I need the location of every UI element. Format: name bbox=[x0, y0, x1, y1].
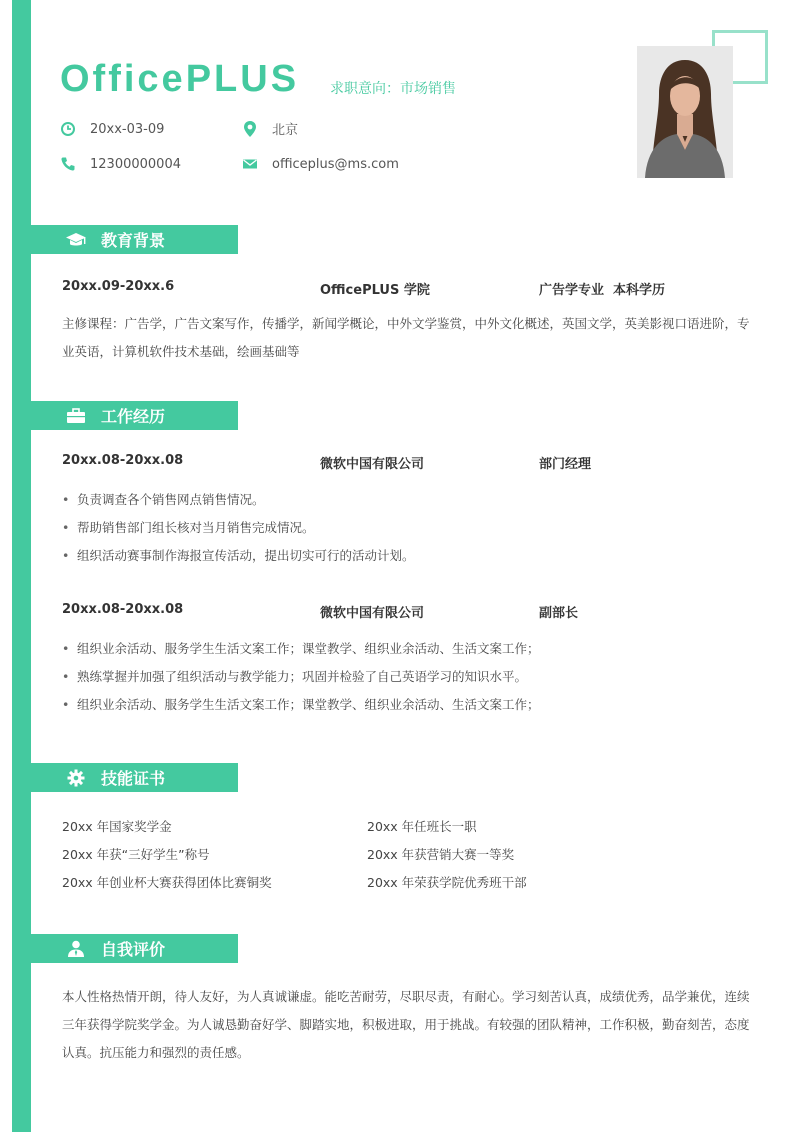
phone bbox=[60, 156, 181, 172]
email bbox=[242, 156, 399, 172]
phone-value: 12300000004 bbox=[90, 156, 181, 172]
briefcase-icon bbox=[66, 408, 86, 424]
section-title-skills: 技能证书 bbox=[101, 769, 166, 788]
brand-title: OfficePLUS bbox=[60, 58, 300, 100]
job-intent: 求职意向：市场销售 bbox=[330, 81, 456, 97]
location-value: 北京 bbox=[272, 123, 299, 138]
birthdate-value: 20xx-03-09 bbox=[90, 121, 165, 137]
section-title-self: 自我评价 bbox=[101, 940, 166, 959]
graduation-cap-icon bbox=[65, 232, 87, 248]
self-evaluation-text: 本人性格热情开朗，待人友好，为人真诚谦虚。能吃苦耐劳，尽职尽责，有耐心。学习刻苦认真，成绩优秀，品学兼优，连续三年获得学院奖学金。为人诚恳勤奋好学、脚踏实地，积极进取，用于挑战。有较强的团队精神，工作积极，勤奋刻苦，态度认真。抗压能力和强烈的责任感。 bbox=[62, 989, 750, 1060]
section-header-work bbox=[31, 401, 238, 430]
skill-item: 20xx 年国家奖学金 bbox=[62, 819, 172, 834]
clock-icon bbox=[60, 121, 76, 137]
skill-item: 20xx 年创业杯大赛获得团体比赛铜奖 bbox=[62, 875, 272, 890]
job-duty: • 组织业余活动、服务学生生活文案工作；课堂教学、组织业余活动、生活文案工作； bbox=[62, 639, 540, 657]
birthdate bbox=[60, 121, 164, 137]
section-header-skills bbox=[31, 763, 238, 792]
job-period: 20xx.08-20xx.08 bbox=[62, 453, 184, 468]
education-period: 20xx.09-20xx.6 bbox=[62, 279, 175, 294]
accent-sidebar bbox=[12, 0, 31, 1132]
education-major: 广告学专业 本科学历 bbox=[539, 283, 666, 298]
skill-item: 20xx 年任班长一职 bbox=[367, 819, 477, 834]
job-duty: • 熟练掌握并加强了组织活动与教学能力；巩固并检验了自己英语学习的知识水平。 bbox=[62, 667, 527, 685]
profile-photo bbox=[637, 46, 733, 178]
job-duty: • 组织活动赛事制作海报宣传活动，提出切实可行的活动计划。 bbox=[62, 546, 415, 564]
job-duty: • 负责调查各个销售网点销售情况。 bbox=[62, 490, 265, 508]
education-courses: 主修课程：广告学，广告文案写作，传播学，新闻学概论，中外文学鉴赏，中外文化概述，英国文学，英美影视口语进阶，专业英语，计算机软件技术基础，绘画基础等 bbox=[62, 316, 750, 359]
person-icon bbox=[67, 940, 85, 958]
skill-item: 20xx 年荣获学院优秀班干部 bbox=[367, 875, 527, 890]
job-position: 部门经理 bbox=[539, 457, 592, 472]
email-value: officeplus@ms.com bbox=[272, 156, 399, 172]
job-duty: • 帮助销售部门组长核对当月销售完成情况。 bbox=[62, 518, 315, 536]
education-school: OfficePLUS 学院 bbox=[320, 283, 430, 298]
section-title-education: 教育背景 bbox=[101, 231, 166, 250]
section-header-education bbox=[31, 225, 238, 254]
job-duty: • 组织业余活动、服务学生生活文案工作；课堂教学、组织业余活动、生活文案工作； bbox=[62, 695, 540, 713]
section-title-work: 工作经历 bbox=[101, 407, 166, 426]
skill-item: 20xx 年获“三好学生”称号 bbox=[62, 847, 210, 862]
location bbox=[242, 119, 298, 138]
skill-item: 20xx 年获营销大赛一等奖 bbox=[367, 847, 515, 862]
location-pin-icon bbox=[242, 120, 258, 138]
mail-icon bbox=[242, 156, 258, 172]
section-header-self bbox=[31, 934, 238, 963]
job-company: 微软中国有限公司 bbox=[320, 606, 425, 621]
gear-icon bbox=[67, 769, 85, 787]
job-company: 微软中国有限公司 bbox=[320, 457, 425, 472]
job-position: 副部长 bbox=[539, 606, 579, 621]
phone-icon bbox=[60, 156, 76, 172]
job-period: 20xx.08-20xx.08 bbox=[62, 602, 184, 617]
